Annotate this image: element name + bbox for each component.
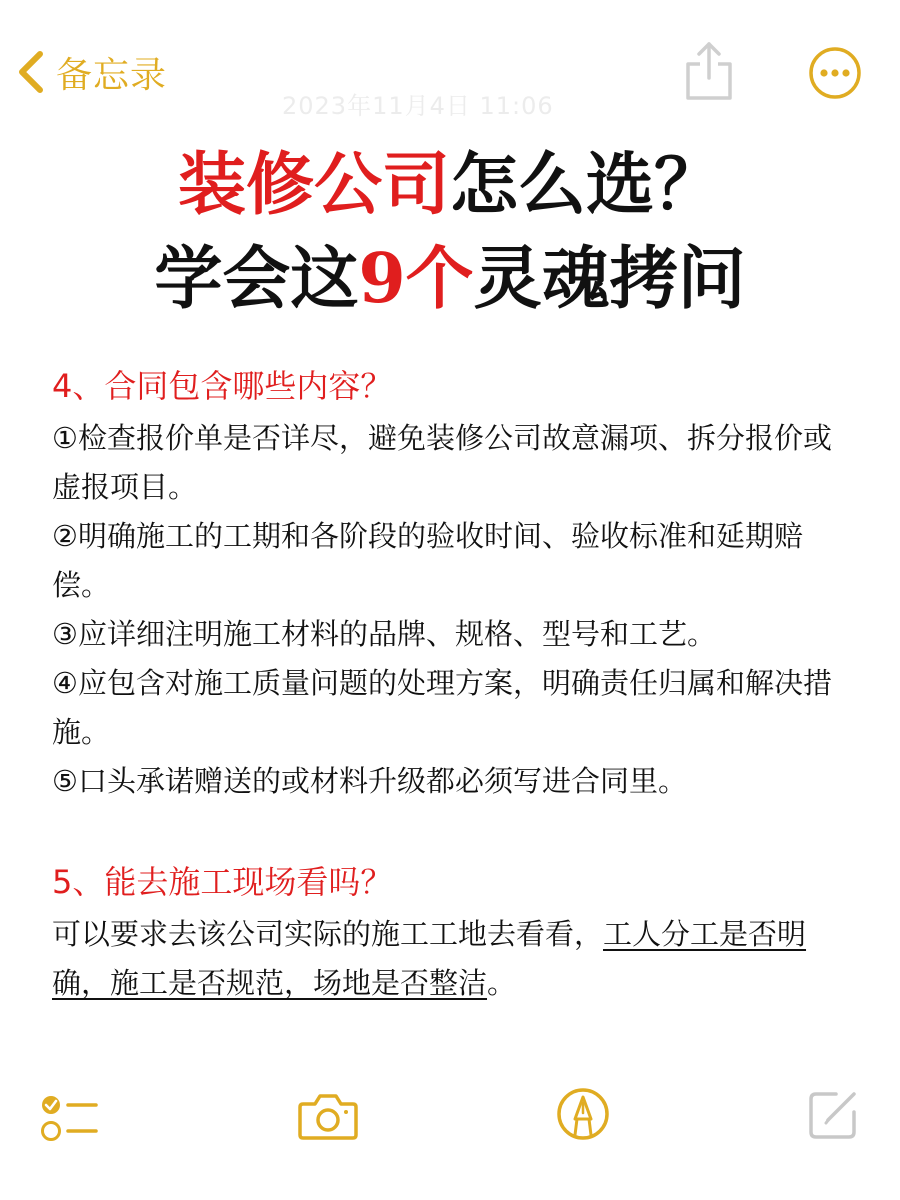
- section-5-paragraph: [52, 910, 852, 1008]
- section-spacer: [52, 806, 852, 858]
- headline-red-text-1: 装修公司: [177, 145, 450, 225]
- compose-icon: [806, 1088, 860, 1142]
- compose-button[interactable]: [806, 1088, 860, 1146]
- section-4-item-4: ④应包含对施工质量问题的处理方案，明确责任归属和解决措施。: [52, 666, 832, 749]
- note-body[interactable]: [52, 362, 852, 1008]
- headline-black-text-2a: 学会这: [154, 239, 359, 319]
- headline-black-text-2b: 灵魂拷问: [473, 239, 746, 319]
- camera-icon: [297, 1090, 359, 1142]
- chevron-left-icon: [14, 48, 48, 96]
- headline-line-1: [0, 138, 900, 232]
- headline-black-text-1: 怎么选？: [450, 145, 723, 225]
- pen-markup-icon: [555, 1086, 611, 1142]
- section-4-heading: 4、合同包含哪些内容？: [52, 367, 393, 405]
- share-icon: [682, 40, 736, 102]
- note-date: 2023年11月4日 11:06: [282, 92, 554, 120]
- section-4-item-5: ⑤口头承诺赠送的或材料升级都必须写进合同里。: [52, 764, 687, 798]
- section-5-underlined-text: 工人分工是否明确，施工是否规范，场地是否整洁: [52, 917, 807, 1000]
- more-options-button[interactable]: [808, 46, 862, 100]
- section-4-item-3: ③应详细注明施工材料的品牌、规格、型号和工艺。: [52, 617, 716, 651]
- section-5-text-end: 。: [487, 966, 517, 1000]
- headline-line-2: [0, 232, 900, 326]
- back-button[interactable]: [14, 44, 167, 100]
- headline-red-text-2: 9个: [358, 239, 474, 319]
- share-button[interactable]: [682, 40, 736, 102]
- markup-button[interactable]: [555, 1086, 611, 1146]
- note-headline: [0, 138, 900, 326]
- bottom-toolbar: [0, 1080, 900, 1160]
- section-4-item-2: ②明确施工的工期和各阶段的验收时间、验收标准和延期赔偿。: [52, 519, 803, 602]
- section-4-item-1: ①检查报价单是否详尽，避免装修公司故意漏项、拆分报价或虚报项目。: [52, 421, 832, 504]
- checklist-button[interactable]: [40, 1092, 100, 1150]
- checklist-icon: [40, 1092, 100, 1146]
- back-label: 备忘录: [56, 54, 168, 96]
- ellipsis-circle-icon: [808, 46, 862, 100]
- section-5-heading: 5、能去施工现场看吗？: [52, 863, 393, 901]
- section-5-text: 可以要求去该公司实际的施工工地去看看，: [52, 917, 604, 951]
- camera-button[interactable]: [297, 1090, 359, 1146]
- top-navigation-bar: [0, 0, 900, 120]
